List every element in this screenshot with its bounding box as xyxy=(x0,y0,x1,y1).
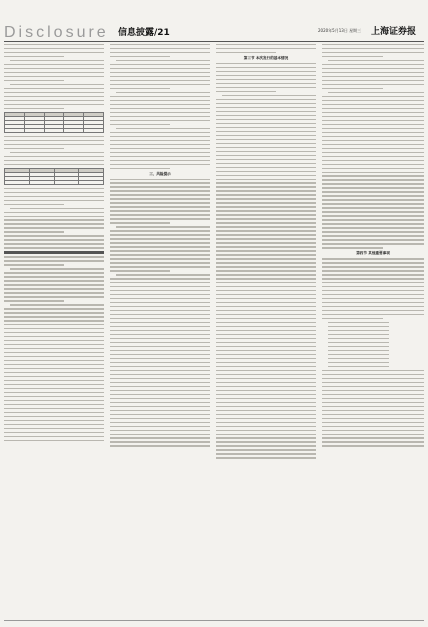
issue-date: 2020年5月13日 星期三 xyxy=(318,28,362,33)
column-1 xyxy=(4,44,104,619)
brand-logo: Disclosure xyxy=(4,24,109,41)
section-heading: 第四节 其他重要事项 xyxy=(356,251,390,256)
page-bottom-rule xyxy=(4,620,424,621)
section-title: 信息披露/21 xyxy=(118,28,170,38)
column-4 xyxy=(322,44,424,619)
newspaper-name: 上海证券报 xyxy=(371,27,417,37)
masthead xyxy=(0,0,428,40)
column-2 xyxy=(110,44,210,619)
section-heading: 第三节 本次发行的基本情况 xyxy=(243,55,289,60)
section-heading: 三、风险提示 xyxy=(149,171,171,176)
column-3 xyxy=(216,44,316,619)
data-table xyxy=(4,112,104,133)
article-columns xyxy=(4,44,424,619)
data-table xyxy=(4,168,104,185)
masthead-rule xyxy=(4,41,424,42)
